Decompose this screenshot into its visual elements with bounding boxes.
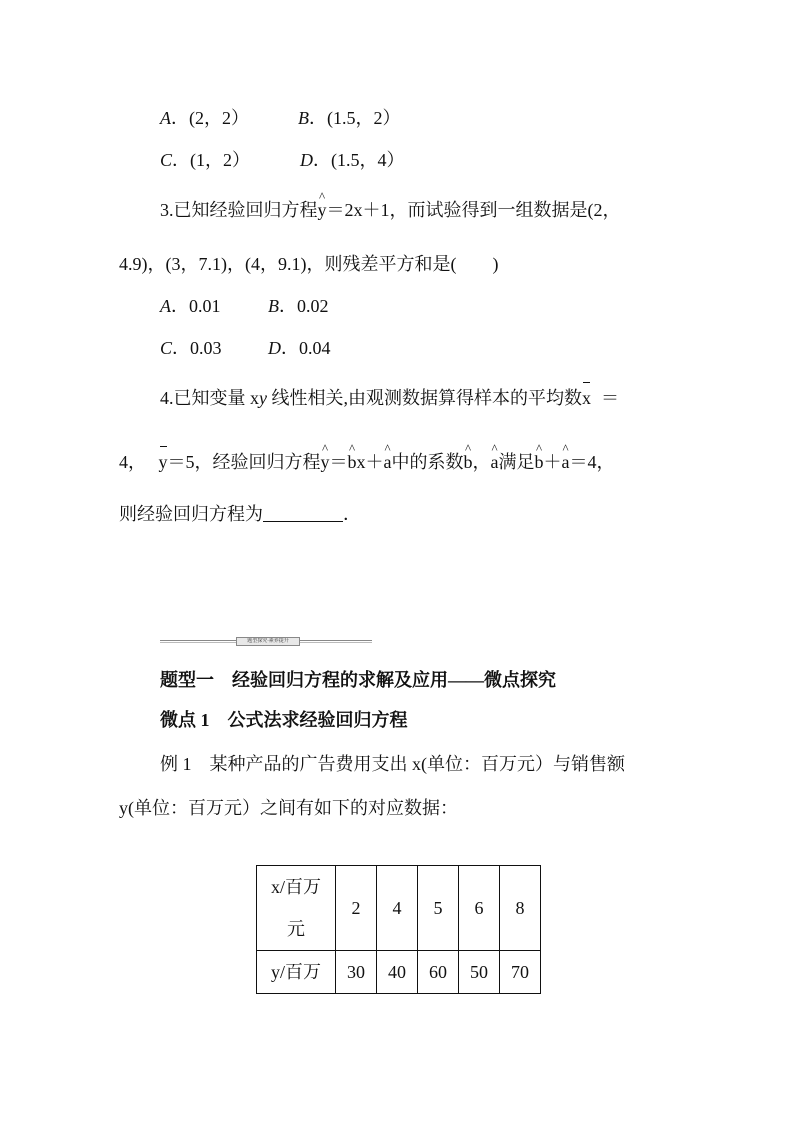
y-value-cell: 50 — [459, 951, 500, 994]
q2-option-b-letter: B — [298, 108, 309, 128]
x-value-cell: 6 — [459, 866, 500, 951]
q4-satisfy: 满足 — [498, 452, 535, 472]
y-value-cell: 40 — [377, 951, 418, 994]
q3-option-b — [268, 294, 329, 318]
q4-ahat3: ^ a — [562, 450, 570, 474]
q3-stem-line1 — [160, 198, 621, 222]
q4-x-plus: x＋ — [356, 452, 384, 472]
table-row-y — [257, 951, 541, 994]
q3-option-a-text: ．0.01 — [171, 296, 221, 316]
y-value-cell: 60 — [418, 951, 459, 994]
q3-start: 3.已知经验回归方程 — [160, 200, 318, 220]
q3-option-b-text: ．0.02 — [279, 296, 329, 316]
q4-ybar: y — [158, 452, 168, 472]
q2-option-c-letter: C — [160, 150, 173, 170]
x-value-cell: 5 — [418, 866, 459, 951]
q4-line2-a: 4， — [119, 452, 146, 472]
example-line1: 例 1 某种产品的广告费用支出 x(单位：百万元）与销售额 — [160, 754, 625, 774]
y-value-cell: 30 — [336, 951, 377, 994]
q3-rest: ＝2x＋1，而试验得到一组数据是(2， — [326, 200, 621, 220]
q2-option-d-text: ．(1.5，4） — [313, 150, 405, 170]
q3-option-b-letter: B — [268, 296, 279, 316]
x-value-cell: 4 — [377, 866, 418, 951]
q4-comma: ， — [472, 452, 491, 472]
q4-bhat: ^ b — [348, 450, 357, 474]
q4-line3-text: 则经验回归方程为 — [119, 504, 263, 524]
q4-yhat: ^ y — [321, 450, 330, 474]
q3-option-a — [160, 294, 221, 318]
q4-coef-text: 中的系数 — [391, 452, 464, 472]
q4-stem-line1 — [160, 386, 619, 410]
q4-stem-line2 — [119, 450, 615, 474]
q4-xbar: x — [582, 388, 591, 408]
example-line2: y(单位：百万元）之间有如下的对应数据： — [119, 798, 458, 818]
y-header-cell: y/百万 — [257, 951, 336, 994]
q4-eq: ＝ — [601, 388, 619, 408]
q3-stem-line2: 4.9)，(3，7.1)，(4，9.1)，则残差平方和是( ) — [119, 254, 499, 274]
q2-option-a-letter: A — [160, 108, 171, 128]
x-value-cell: 2 — [336, 866, 377, 951]
data-table — [256, 865, 541, 994]
q2-option-b — [298, 106, 401, 130]
q4-eq-val: ＝4， — [569, 452, 615, 472]
x-header-line1: x/百万 — [270, 877, 321, 897]
q3-option-d-text: ．0.04 — [281, 338, 331, 358]
section-subtitle: 微点 1 公式法求经验回归方程 — [160, 710, 408, 730]
q4-start: 4.已知变量 x — [160, 388, 259, 408]
q4-eq2: ＝ — [329, 452, 348, 472]
q4-bhat3: ^ b — [535, 450, 544, 474]
answer-blank[interactable] — [263, 503, 343, 522]
q3-option-c-letter: C — [160, 338, 173, 358]
q4-plus: ＋ — [543, 452, 562, 472]
q2-option-d-letter: D — [300, 150, 313, 170]
q4-period: ． — [343, 504, 361, 524]
table-row-x — [257, 866, 541, 951]
q2-option-b-text: ．(1.5，2） — [309, 108, 401, 128]
q3-option-c — [160, 336, 222, 360]
q3-option-d-letter: D — [268, 338, 281, 358]
q2-option-d — [300, 148, 405, 172]
q3-option-c-text: ．0.03 — [172, 338, 222, 358]
q4-y-var: y — [259, 388, 267, 408]
q2-option-a — [160, 106, 249, 130]
q2-option-c-text: ．(1，2） — [172, 150, 251, 170]
q4-mid: 线性相关,由观测数据算得样本的平均数 — [267, 388, 582, 408]
x-header-cell — [257, 866, 336, 951]
q4-ahat2: ^ a — [491, 450, 499, 474]
q3-option-d — [268, 336, 331, 360]
divider-tag: 题型探究·素养提升 — [236, 637, 300, 646]
q3-option-a-letter: A — [160, 296, 171, 316]
q2-option-a-text: ．(2，2） — [171, 108, 249, 128]
q3-yhat: ^ y — [318, 198, 327, 222]
q4-stem-line3 — [119, 502, 361, 526]
q2-option-c — [160, 148, 250, 172]
section-title: 题型一 经验回归方程的求解及应用——微点探究 — [160, 670, 556, 690]
y-value-cell: 70 — [500, 951, 541, 994]
q4-line2-b: ＝5，经验回归方程 — [167, 452, 321, 472]
x-value-cell: 8 — [500, 866, 541, 951]
section-divider — [160, 637, 372, 645]
x-header-line2: 元 — [287, 919, 305, 939]
q4-bhat2: ^ b — [464, 450, 473, 474]
q4-ahat: ^ a — [384, 450, 392, 474]
